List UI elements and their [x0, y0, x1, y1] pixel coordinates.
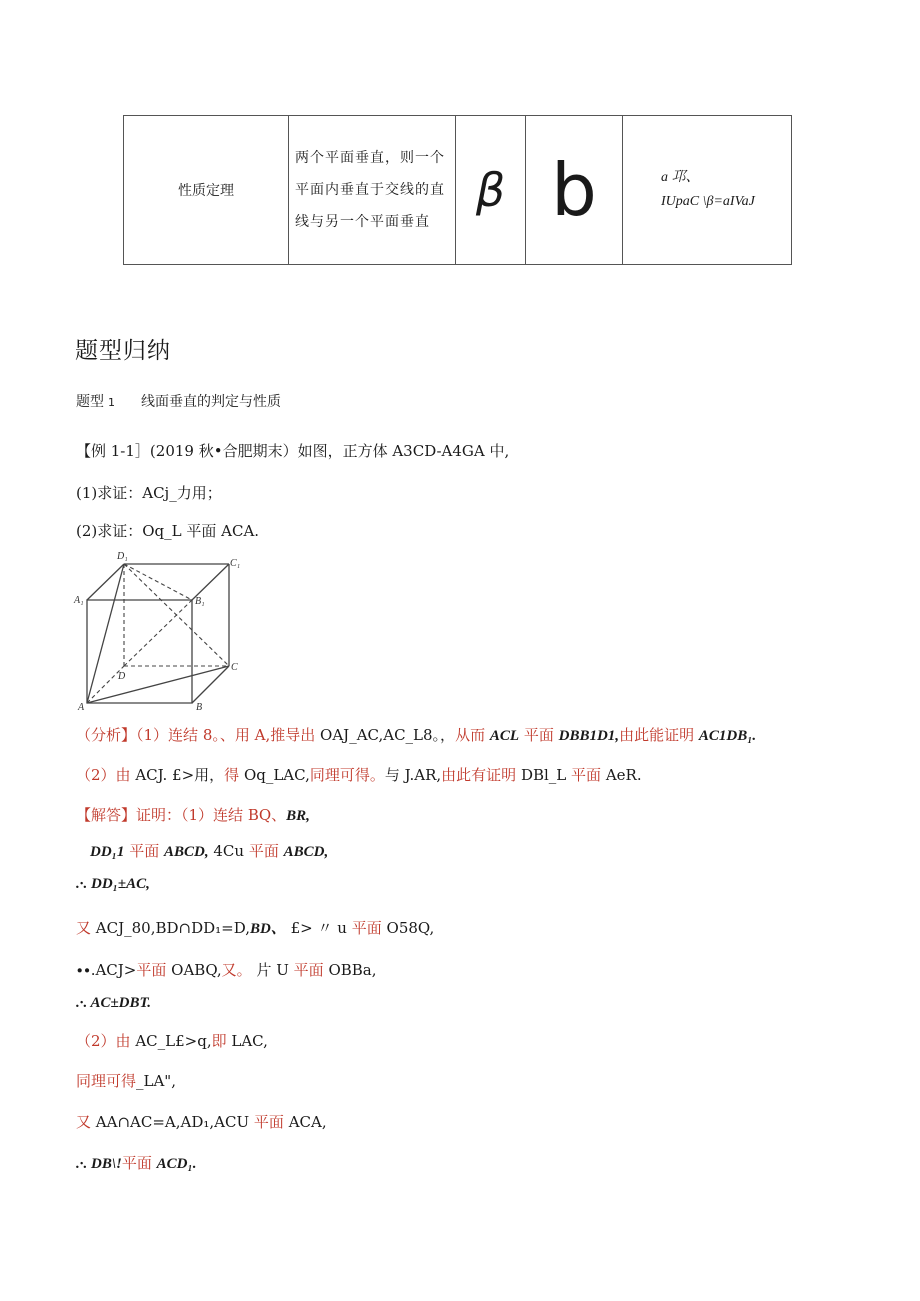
- solution-text: 平面: [248, 842, 279, 860]
- solution-text: 平面: [293, 961, 324, 979]
- analysis-math: Oq_LAC,: [243, 766, 310, 784]
- solution-math: BD、: [250, 921, 286, 937]
- figure-cell-b: [526, 116, 623, 265]
- analysis-line-2: [76, 764, 642, 785]
- question-1: (1)求证：ACj_力用；: [76, 484, 222, 502]
- solution-math: ∙∙.ACJ>: [76, 961, 137, 979]
- solution-math: £> 〃 u: [290, 919, 347, 937]
- analysis-text: （2）由: [76, 766, 131, 784]
- analysis-line-1: [76, 724, 756, 745]
- solution-tag: 【解答】: [76, 806, 137, 824]
- solution-line-4: [76, 917, 434, 938]
- cube-figure: [72, 548, 247, 713]
- b-glyph: b: [551, 148, 597, 232]
- vertex-label-c: C: [231, 662, 238, 673]
- analysis-text: 得: [224, 766, 240, 784]
- question-2: (2)求证：Oq_L 平面 ACA.: [76, 522, 260, 540]
- analysis-text: 由此有证明: [441, 766, 517, 784]
- analysis-math: AC1DB₁.: [698, 728, 757, 744]
- analysis-text: 从而: [455, 726, 486, 744]
- vertex-label-d1: D₁: [117, 551, 128, 562]
- beta-glyph: β: [475, 163, 506, 217]
- solution-math: 片 U: [256, 961, 289, 979]
- diagonal-d1b1: [124, 564, 192, 600]
- solution-text: 同理可得: [76, 1072, 137, 1090]
- description-line: 线与另一个平面垂直: [295, 214, 430, 230]
- solution-line-8: [76, 1070, 176, 1091]
- solution-line-10: [76, 1152, 196, 1173]
- analysis-text: （1）连结 8。、用 A,: [136, 726, 271, 744]
- solution-math: OABQ,: [171, 961, 222, 979]
- solution-math: DD₁1: [90, 844, 125, 860]
- solution-math: ACD₁.: [156, 1156, 197, 1172]
- diagonal-db1: [124, 600, 192, 666]
- analysis-tag: （分析】: [76, 726, 137, 744]
- solution-text: 又: [76, 919, 92, 937]
- description-line: 两个平面垂直，则一个: [295, 150, 445, 166]
- analysis-math: 与 J.AR,: [384, 766, 442, 784]
- description-line: 平面内垂直于交线的直: [295, 182, 445, 198]
- analysis-text: 同理可得。: [309, 766, 385, 784]
- vertex-label-d: D: [118, 671, 126, 682]
- solution-math: .∙. DB\!: [76, 1156, 122, 1172]
- section-title: 题型归纳: [75, 338, 171, 364]
- solution-math: ABCD,: [283, 844, 329, 860]
- solution-line-9: [76, 1111, 327, 1132]
- vertex-label-a: A: [78, 702, 85, 713]
- solution-line-5: [76, 959, 377, 980]
- cube-edge: [87, 564, 124, 600]
- solution-text: 平面: [129, 842, 160, 860]
- property-table: [123, 115, 792, 265]
- vertex-label-b: B: [196, 702, 203, 713]
- solution-text: 又。: [221, 961, 252, 979]
- type-title: 线面垂直的判定与性质: [141, 394, 281, 410]
- analysis-math: ACJ. £>用，: [135, 766, 225, 784]
- solution-text: （2）由: [76, 1032, 131, 1050]
- solution-math: OBBa,: [328, 961, 377, 979]
- formula-line: IUpaC \β=aIVaJ: [661, 194, 755, 209]
- solution-line-1: [76, 804, 310, 825]
- theorem-name: 性质定理: [178, 183, 234, 199]
- solution-line-3: .∙. DD₁±AC,: [76, 876, 150, 892]
- figure-cell-beta: [456, 116, 526, 265]
- analysis-text: 平面: [571, 766, 602, 784]
- solution-math: _LA",: [136, 1072, 176, 1090]
- cube-edge: [192, 564, 229, 600]
- analysis-math: DBl_L: [520, 766, 567, 784]
- solution-text: 证明：（1）连结 BQ、: [136, 806, 287, 824]
- analysis-math: ACL: [489, 728, 520, 744]
- type-number: 1: [108, 396, 115, 409]
- solution-text: 平面: [136, 961, 167, 979]
- cube-edge: [192, 666, 229, 703]
- solution-math: O58Q,: [386, 919, 435, 937]
- solution-text: 平面: [121, 1154, 152, 1172]
- example-heading: 【例 1-1］(2019 秋•合肥期末）如图，正方体 A3CD-A4GA 中,: [76, 442, 510, 460]
- solution-math: AC_L£>q,: [135, 1032, 212, 1050]
- solution-math: ACJ_80,BD∩DD₁=D,: [95, 919, 250, 937]
- theorem-description-cell: [289, 116, 456, 265]
- solution-line-2: [90, 840, 328, 861]
- analysis-text: 推导出: [270, 726, 316, 744]
- type-prefix: 题型: [76, 394, 104, 410]
- solution-math: ABCD,: [163, 844, 209, 860]
- analysis-math: DBB1D1,: [558, 728, 620, 744]
- solution-math: 4Cu: [213, 842, 245, 860]
- analysis-text: 平面: [523, 726, 554, 744]
- vertex-label-a1: A₁: [74, 595, 84, 606]
- solution-text: 平面: [351, 919, 382, 937]
- analysis-math: OAJ_AC,AC_L8。，: [320, 726, 456, 744]
- type-heading: [76, 391, 281, 411]
- analysis-math: AeR.: [605, 766, 642, 784]
- solution-math: AA∩AC=A,AD₁,ACU: [95, 1113, 250, 1131]
- solution-math: BR,: [286, 808, 310, 824]
- solution-math: LAC,: [231, 1032, 268, 1050]
- vertex-label-b1: B₁: [195, 596, 205, 607]
- theorem-name-cell: [124, 116, 289, 265]
- formula-line: a 邛、: [661, 170, 700, 185]
- solution-text: 又: [76, 1113, 92, 1131]
- solution-line-6: .∙. AC±DBT.: [76, 995, 152, 1011]
- solution-text: 平面: [253, 1113, 284, 1131]
- solution-line-7: [76, 1030, 268, 1051]
- diagonal-ac: [87, 666, 229, 703]
- diagonal-ad1: [87, 564, 124, 703]
- solution-math: ACA,: [288, 1113, 327, 1131]
- solution-text: 即: [211, 1032, 227, 1050]
- formula-cell: [623, 116, 792, 265]
- analysis-text: 由此能证明: [619, 726, 695, 744]
- vertex-label-c1: C₁: [230, 558, 241, 569]
